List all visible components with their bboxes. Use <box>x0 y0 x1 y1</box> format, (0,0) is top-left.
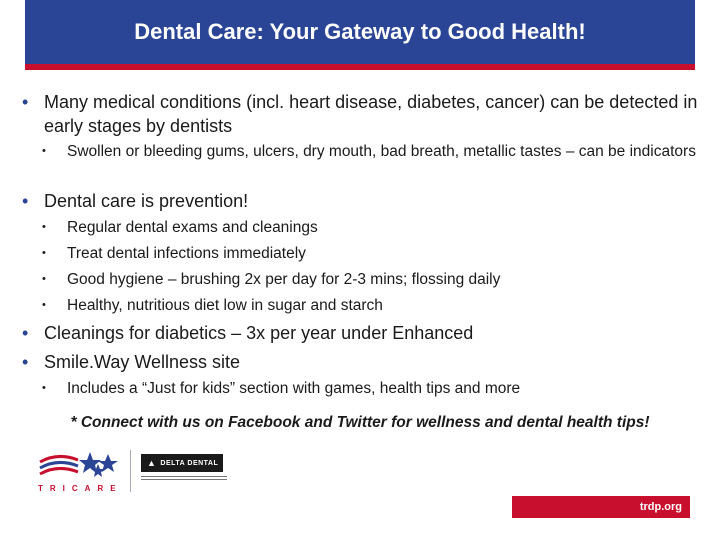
bullet-3-text: Cleanings for diabetics – 3x per year under Enhanced <box>44 323 474 343</box>
bullet-4 <box>22 350 702 374</box>
delta-dental-logo <box>141 454 223 472</box>
logo-divider <box>130 450 131 492</box>
sub-bullet-marker: • <box>42 273 46 285</box>
bullet-4-text: Smile.Way Wellness site <box>44 352 241 372</box>
social-tagline: * Connect with us on Facebook and Twitter for wellness and dental health tips! <box>70 414 650 431</box>
bullet-4-sub-1-text: Includes a “Just for kids” section with games, health tips and more <box>67 380 521 397</box>
bullet-2-sub-1 <box>42 217 702 238</box>
sub-bullet-marker: • <box>42 221 46 233</box>
bullet-1-sub-1 <box>42 141 702 162</box>
website-url[interactable]: trdp.org <box>639 501 682 513</box>
bullet-2-sub-4 <box>42 295 702 316</box>
bullet-marker: • <box>22 323 29 343</box>
slide-title: Dental Care: Your Gateway to Good Health! <box>134 19 586 44</box>
bullet-2-sub-1-text: Regular dental exams and cleanings <box>67 219 318 236</box>
tricare-wordmark: TRICARE <box>38 484 123 493</box>
bullet-1 <box>22 90 702 138</box>
bullet-1-text: Many medical conditions (incl. heart disease, diabetes, cancer) can be detected in early stages by dentists <box>44 92 698 136</box>
bullet-2 <box>22 189 702 213</box>
sub-bullet-marker: • <box>42 299 46 311</box>
delta-dental-subtext-lines <box>141 476 227 480</box>
tricare-logo <box>38 448 126 494</box>
bullet-marker: • <box>22 191 29 211</box>
bullet-marker: • <box>22 352 29 372</box>
bullet-2-sub-3-text: Good hygiene – brushing 2x per day for 2-3 mins; flossing daily <box>67 271 501 288</box>
bullet-2-sub-3 <box>42 269 702 290</box>
bullet-marker: • <box>22 92 29 112</box>
bullet-2-text: Dental care is prevention! <box>44 191 249 211</box>
slide-title-bar <box>25 0 695 70</box>
tricare-stars-flag-icon <box>38 448 126 482</box>
delta-triangle-icon: ▲ <box>147 458 157 468</box>
bullet-2-sub-4-text: Healthy, nutritious diet low in sugar and starch <box>67 297 383 314</box>
website-url-badge[interactable] <box>512 496 690 518</box>
bullet-2-sub-2-text: Treat dental infections immediately <box>67 245 306 262</box>
sub-bullet-marker: • <box>42 247 46 259</box>
bullet-3 <box>22 321 702 345</box>
bullet-4-sub-1 <box>42 378 702 399</box>
bullet-1-sub-1-text: Swollen or bleeding gums, ulcers, dry mouth, bad breath, metallic tastes – can be indicators <box>67 143 696 160</box>
footer-logos <box>38 448 338 496</box>
sub-bullet-marker: • <box>42 145 46 157</box>
sub-bullet-marker: • <box>42 382 46 394</box>
bullet-2-sub-2 <box>42 243 702 264</box>
delta-dental-wordmark: DELTA DENTAL <box>160 459 219 467</box>
